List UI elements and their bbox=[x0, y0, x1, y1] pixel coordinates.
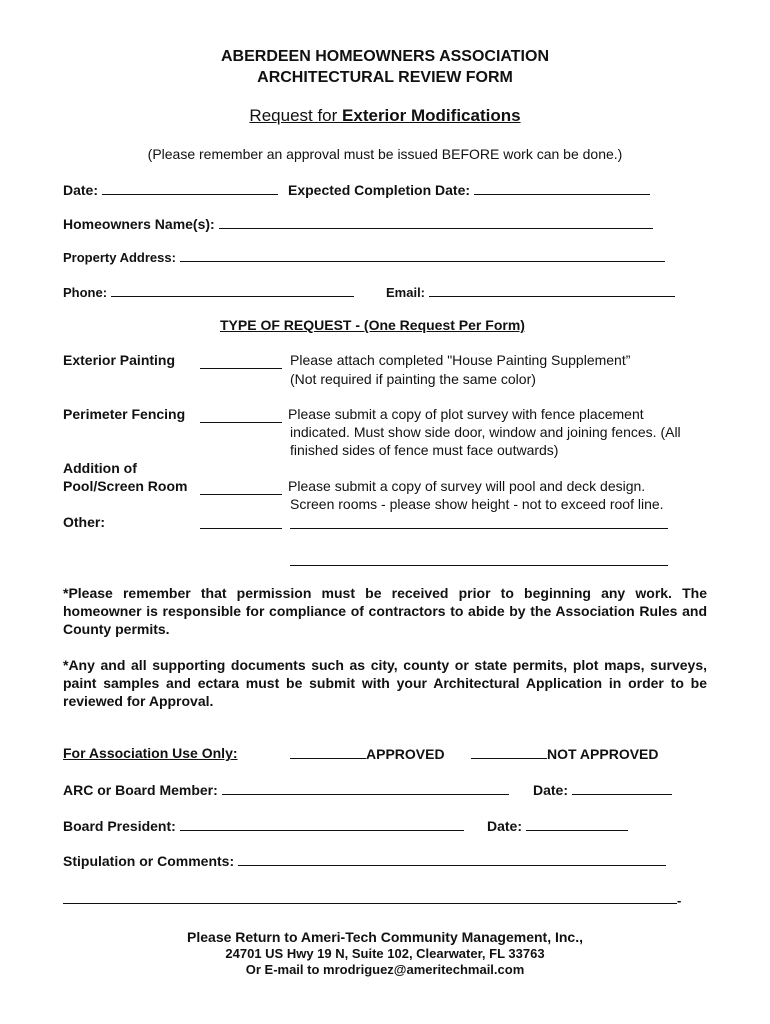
pool-desc-2: Screen rooms - please show height - not to exceed roof line. bbox=[290, 496, 664, 512]
pool-label-1: Addition of bbox=[63, 460, 137, 476]
arc-member-blank[interactable] bbox=[222, 781, 509, 795]
stipulation-label: Stipulation or Comments: bbox=[63, 853, 235, 869]
email-blank[interactable] bbox=[429, 283, 675, 297]
president-date-blank[interactable] bbox=[526, 817, 628, 831]
arc-date-blank[interactable] bbox=[572, 781, 672, 795]
homeowners-blank[interactable] bbox=[219, 215, 653, 229]
phone-blank[interactable] bbox=[111, 283, 354, 297]
approved-label: APPROVED bbox=[366, 746, 445, 762]
form-title: ARCHITECTURAL REVIEW FORM bbox=[257, 69, 513, 86]
not-approved-blank[interactable] bbox=[471, 745, 547, 759]
pool-blank[interactable] bbox=[200, 481, 282, 495]
approved-option[interactable] bbox=[290, 745, 445, 762]
fencing-desc-1: Please submit a copy of plot survey with fence placement bbox=[288, 406, 644, 422]
other-label: Other: bbox=[63, 514, 105, 530]
property-address-label: Property Address: bbox=[63, 250, 176, 265]
date-label: Date: bbox=[63, 182, 99, 198]
other-description-line-1[interactable] bbox=[290, 515, 668, 529]
permission-notice: *Please remember that permission must be received prior to beginning any work. The homeowner is responsible for compliance of contractors to abide by the Association Rules and County permits. bbox=[63, 585, 707, 637]
completion-date-blank[interactable] bbox=[474, 181, 650, 195]
email-label: Email: bbox=[386, 285, 426, 300]
property-address-field[interactable] bbox=[63, 248, 665, 265]
subtitle-prefix: Request for bbox=[249, 106, 343, 125]
property-address-blank[interactable] bbox=[180, 248, 665, 262]
president-date-label: Date: bbox=[487, 818, 523, 834]
comments-line-2[interactable] bbox=[63, 890, 677, 904]
other-blank[interactable] bbox=[200, 515, 282, 529]
painting-desc-2: (Not required if painting the same color) bbox=[290, 371, 536, 387]
fencing-blank[interactable] bbox=[200, 409, 282, 423]
form-subtitle bbox=[0, 106, 770, 126]
return-address: 24701 US Hwy 19 N, Suite 102, Clearwater, FL 33763 bbox=[225, 946, 545, 961]
president-label: Board President: bbox=[63, 818, 176, 834]
trailing-mark: - bbox=[677, 893, 682, 908]
president-blank[interactable] bbox=[180, 817, 464, 831]
subtitle-main: Exterior Modifications bbox=[342, 106, 521, 125]
date-field[interactable] bbox=[63, 181, 278, 198]
email-field[interactable] bbox=[386, 283, 675, 300]
painting-desc-1: Please attach completed "House Painting Supplement” bbox=[290, 352, 631, 368]
fencing-desc-3: finished sides of fence must face outwards) bbox=[290, 442, 559, 458]
painting-label: Exterior Painting bbox=[63, 352, 176, 368]
president-date-field[interactable] bbox=[487, 817, 628, 834]
fencing-desc-2: indicated. Must show side door, window and joining fences. (All bbox=[290, 424, 681, 440]
documents-notice: *Any and all supporting documents such as city, county or state permits, plot maps, surveys, paint samples and ectara must be submit with your Architectural Application in order to be reviewed for Approval. bbox=[63, 657, 707, 709]
completion-date-field[interactable] bbox=[288, 181, 650, 198]
phone-label: Phone: bbox=[63, 285, 108, 300]
pool-label-2: Pool/Screen Room bbox=[63, 478, 188, 494]
other-description-line-2[interactable] bbox=[290, 552, 668, 566]
completion-date-label: Expected Completion Date: bbox=[288, 182, 471, 198]
association-use-heading: For Association Use Only: bbox=[63, 745, 238, 761]
fencing-label: Perimeter Fencing bbox=[63, 406, 186, 422]
arc-date-label: Date: bbox=[533, 782, 569, 798]
approval-note: (Please remember an approval must be issued BEFORE work can be done.) bbox=[147, 146, 623, 162]
pool-desc-1: Please submit a copy of survey will pool and deck design. bbox=[288, 478, 646, 494]
painting-blank[interactable] bbox=[200, 355, 282, 369]
arc-member-label: ARC or Board Member: bbox=[63, 782, 218, 798]
return-instruction: Please Return to Ameri-Tech Community Management, Inc., bbox=[187, 929, 583, 945]
phone-field[interactable] bbox=[63, 283, 354, 300]
homeowners-label: Homeowners Name(s): bbox=[63, 216, 215, 232]
not-approved-label: NOT APPROVED bbox=[547, 746, 659, 762]
not-approved-option[interactable] bbox=[471, 745, 659, 762]
return-email: Or E-mail to mrodriguez@ameritechmail.com bbox=[245, 962, 525, 977]
arc-member-field[interactable] bbox=[63, 781, 509, 798]
arc-date-field[interactable] bbox=[533, 781, 672, 798]
association-name: ABERDEEN HOMEOWNERS ASSOCIATION bbox=[220, 48, 549, 65]
president-field[interactable] bbox=[63, 817, 464, 834]
approved-blank[interactable] bbox=[290, 745, 366, 759]
homeowners-field[interactable] bbox=[63, 215, 653, 232]
date-blank[interactable] bbox=[102, 181, 278, 195]
request-type-heading: TYPE OF REQUEST - (One Request Per Form) bbox=[220, 317, 525, 333]
stipulation-blank[interactable] bbox=[238, 852, 666, 866]
stipulation-field[interactable] bbox=[63, 852, 666, 869]
